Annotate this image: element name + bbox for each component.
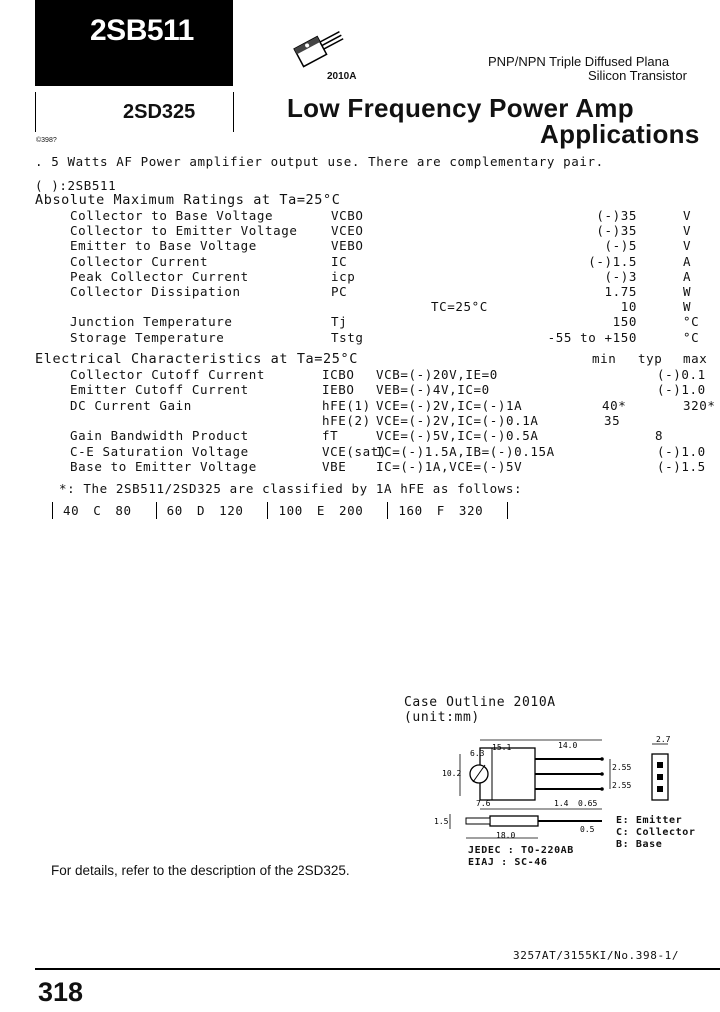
col-max-header: max xyxy=(683,351,708,366)
dim-label: 15.1 xyxy=(492,743,512,752)
abs-max-unit: V xyxy=(683,223,692,239)
class-low: 160 xyxy=(398,503,423,518)
pin-collector: C: Collector xyxy=(616,827,696,838)
elec-param: DC Current Gain xyxy=(70,397,192,413)
abs-max-param: Peak Collector Current xyxy=(70,268,249,284)
class-rank-cell xyxy=(53,502,157,519)
dim-label: 0.65 xyxy=(578,799,598,808)
footer-code: 3257AT/3155KI/No.398-1/ xyxy=(513,949,680,962)
elec-typ: 8 xyxy=(655,428,664,444)
abs-max-sym: Tj xyxy=(331,314,348,330)
elec-max: (-)1.0 xyxy=(657,382,706,398)
heading-line1: Low Frequency Power Amp xyxy=(287,93,634,123)
abs-max-param: Storage Temperature xyxy=(70,329,225,345)
elec-max: (-)1.5 xyxy=(657,458,706,474)
dim-label: 6.3 xyxy=(470,749,485,758)
dim-label: 2.55 xyxy=(612,781,632,790)
elec-sym: VBE xyxy=(322,458,347,474)
device-type-line1: PNP/NPN Triple Diffused Plana xyxy=(488,54,670,69)
col-min-header: min xyxy=(592,351,617,366)
abs-max-param: Collector to Base Voltage xyxy=(70,208,274,223)
part-number-main: 2SB511 xyxy=(90,14,194,47)
part-number-complement: 2SD325 xyxy=(123,101,196,123)
elec-param: Collector Cutoff Current xyxy=(70,367,266,382)
elec-param: Base to Emitter Voltage xyxy=(70,458,257,474)
class-low: 100 xyxy=(278,503,303,518)
abs-max-sym: VCEO xyxy=(331,223,364,239)
classification-table xyxy=(52,502,508,519)
abs-max-param: Collector Dissipation xyxy=(70,284,241,299)
case-unit: (unit:mm) xyxy=(404,710,480,725)
elec-sym: VCE(sat) xyxy=(322,443,388,459)
elec-title: Electrical Characteristics at Ta=25°C xyxy=(35,351,358,367)
class-rank: C xyxy=(93,503,102,518)
abs-max-sym: VEBO xyxy=(331,238,364,254)
abs-max-val: (-)5 xyxy=(604,238,637,254)
dim-label: 2.55 xyxy=(612,763,632,772)
elec-param: C-E Saturation Voltage xyxy=(70,443,249,459)
jedec-label: JEDEC : TO-220AB xyxy=(468,845,574,856)
abs-max-unit: A xyxy=(683,268,692,284)
elec-sym: hFE(2) xyxy=(322,412,371,428)
elec-param: Emitter Cutoff Current xyxy=(70,382,249,398)
abs-max-sym: IC xyxy=(331,253,348,269)
pin-emitter: E: Emitter xyxy=(616,815,683,826)
package-thumbnail-icon xyxy=(286,22,356,70)
elec-max: (-)0.1 xyxy=(657,367,706,382)
elec-cond: VCE=(-)2V,IC=(-)1A xyxy=(376,397,523,413)
elec-max: (-)1.0 xyxy=(657,443,706,459)
abs-max-unit: A xyxy=(683,253,692,269)
copyright-mark: ©398? xyxy=(36,137,57,144)
class-high: 80 xyxy=(115,503,132,518)
dim-label: 7.6 xyxy=(476,799,491,808)
class-high: 320 xyxy=(458,503,484,518)
elec-sym: hFE(1) xyxy=(322,397,371,413)
classification-note: *: The 2SB511/2SD325 are classified by 1A hFE as follows: xyxy=(59,481,523,496)
details-note: For details, refer to the description of the 2SD325. xyxy=(51,863,350,878)
abs-max-unit: °C xyxy=(683,329,700,345)
col-typ-header: typ xyxy=(638,351,663,366)
footer-divider xyxy=(35,968,720,970)
abs-max-val: -55 to +150 xyxy=(547,329,637,345)
abs-max-unit: V xyxy=(683,208,692,223)
elec-min: 35 xyxy=(604,412,621,428)
class-high: 200 xyxy=(339,503,364,518)
eiaj-label: EIAJ : SC-46 xyxy=(468,857,548,868)
dim-label: 1.4 xyxy=(554,799,569,808)
class-low: 60 xyxy=(166,503,183,518)
dim-label: 0.5 xyxy=(580,825,595,834)
elec-sym: fT xyxy=(322,428,339,444)
elec-cond: VCE=(-)5V,IC=(-)0.5A xyxy=(376,428,539,444)
class-rank-cell xyxy=(268,502,388,519)
abs-max-param: Collector to Emitter Voltage xyxy=(70,223,298,239)
intro-text: . 5 Watts AF Power amplifier output use. There are complementary pair. xyxy=(35,154,604,169)
abs-max-title: Absolute Maximum Ratings at Ta=25°C xyxy=(35,192,341,208)
abs-max-val: (-)35 xyxy=(596,208,637,223)
elec-min: 40* xyxy=(602,397,627,413)
abs-max-param: Emitter to Base Voltage xyxy=(70,238,257,254)
dim-label: 10.2 xyxy=(442,769,462,778)
page-number: 318 xyxy=(38,977,84,1007)
elec-cond: IC=(-)1.5A,IB=(-)0.15A xyxy=(376,443,555,459)
abs-max-unit: V xyxy=(683,238,692,254)
abs-max-val: (-)3 xyxy=(604,268,637,284)
abs-max-sym: Tstg xyxy=(331,329,364,345)
package-label: 2010A xyxy=(327,71,357,82)
class-rank-cell xyxy=(388,502,508,519)
abs-max-val: (-)1.5 xyxy=(588,253,637,269)
dim-label: 1.5 xyxy=(434,817,449,826)
class-rank: D xyxy=(196,503,206,518)
abs-max-val: 10 xyxy=(620,299,637,315)
abs-max-unit: W xyxy=(683,284,692,299)
class-high: 120 xyxy=(219,503,244,518)
elec-param: Gain Bandwidth Product xyxy=(70,428,249,444)
device-type-line2: Silicon Transistor xyxy=(588,68,687,83)
class-low: 40 xyxy=(63,503,80,518)
class-rank: E xyxy=(316,503,325,518)
case-outline-drawing xyxy=(430,734,720,858)
abs-max-param: Junction Temperature xyxy=(70,314,233,330)
elec-cond: VEB=(-)4V,IC=0 xyxy=(376,382,490,398)
class-rank: F xyxy=(436,503,445,518)
case-title: Case Outline 2010A xyxy=(404,695,556,710)
abs-max-unit: °C xyxy=(683,314,700,330)
elec-sym: ICBO xyxy=(322,367,355,382)
dim-label: 2.7 xyxy=(656,735,671,744)
pin-base: B: Base xyxy=(616,839,663,850)
dim-label: 14.0 xyxy=(558,741,578,750)
abs-max-sym: VCBO xyxy=(331,208,364,223)
abs-max-sym: icp xyxy=(331,268,356,284)
dim-label: 18.0 xyxy=(496,831,516,840)
abs-max-val: (-)35 xyxy=(596,223,637,239)
elec-cond: VCB=(-)20V,IE=0 xyxy=(376,367,498,382)
elec-max: 320* xyxy=(683,397,716,413)
abs-max-val: 150 xyxy=(612,314,637,330)
abs-max-param: Collector Current xyxy=(70,253,209,269)
elec-cond: VCE=(-)2V,IC=(-)0.1A xyxy=(376,412,539,428)
elec-cond: IC=(-)1A,VCE=(-)5V xyxy=(376,458,523,474)
heading-line2: Applications xyxy=(540,119,700,149)
abs-max-sym: PC xyxy=(331,284,348,299)
abs-max-unit: W xyxy=(683,299,692,315)
note-prefix: ( ):2SB511 xyxy=(35,178,117,193)
abs-max-val: 1.75 xyxy=(604,284,637,299)
elec-sym: IEBO xyxy=(322,382,355,398)
class-rank-cell xyxy=(156,502,268,519)
abs-max-cond: TC=25°C xyxy=(431,299,488,315)
